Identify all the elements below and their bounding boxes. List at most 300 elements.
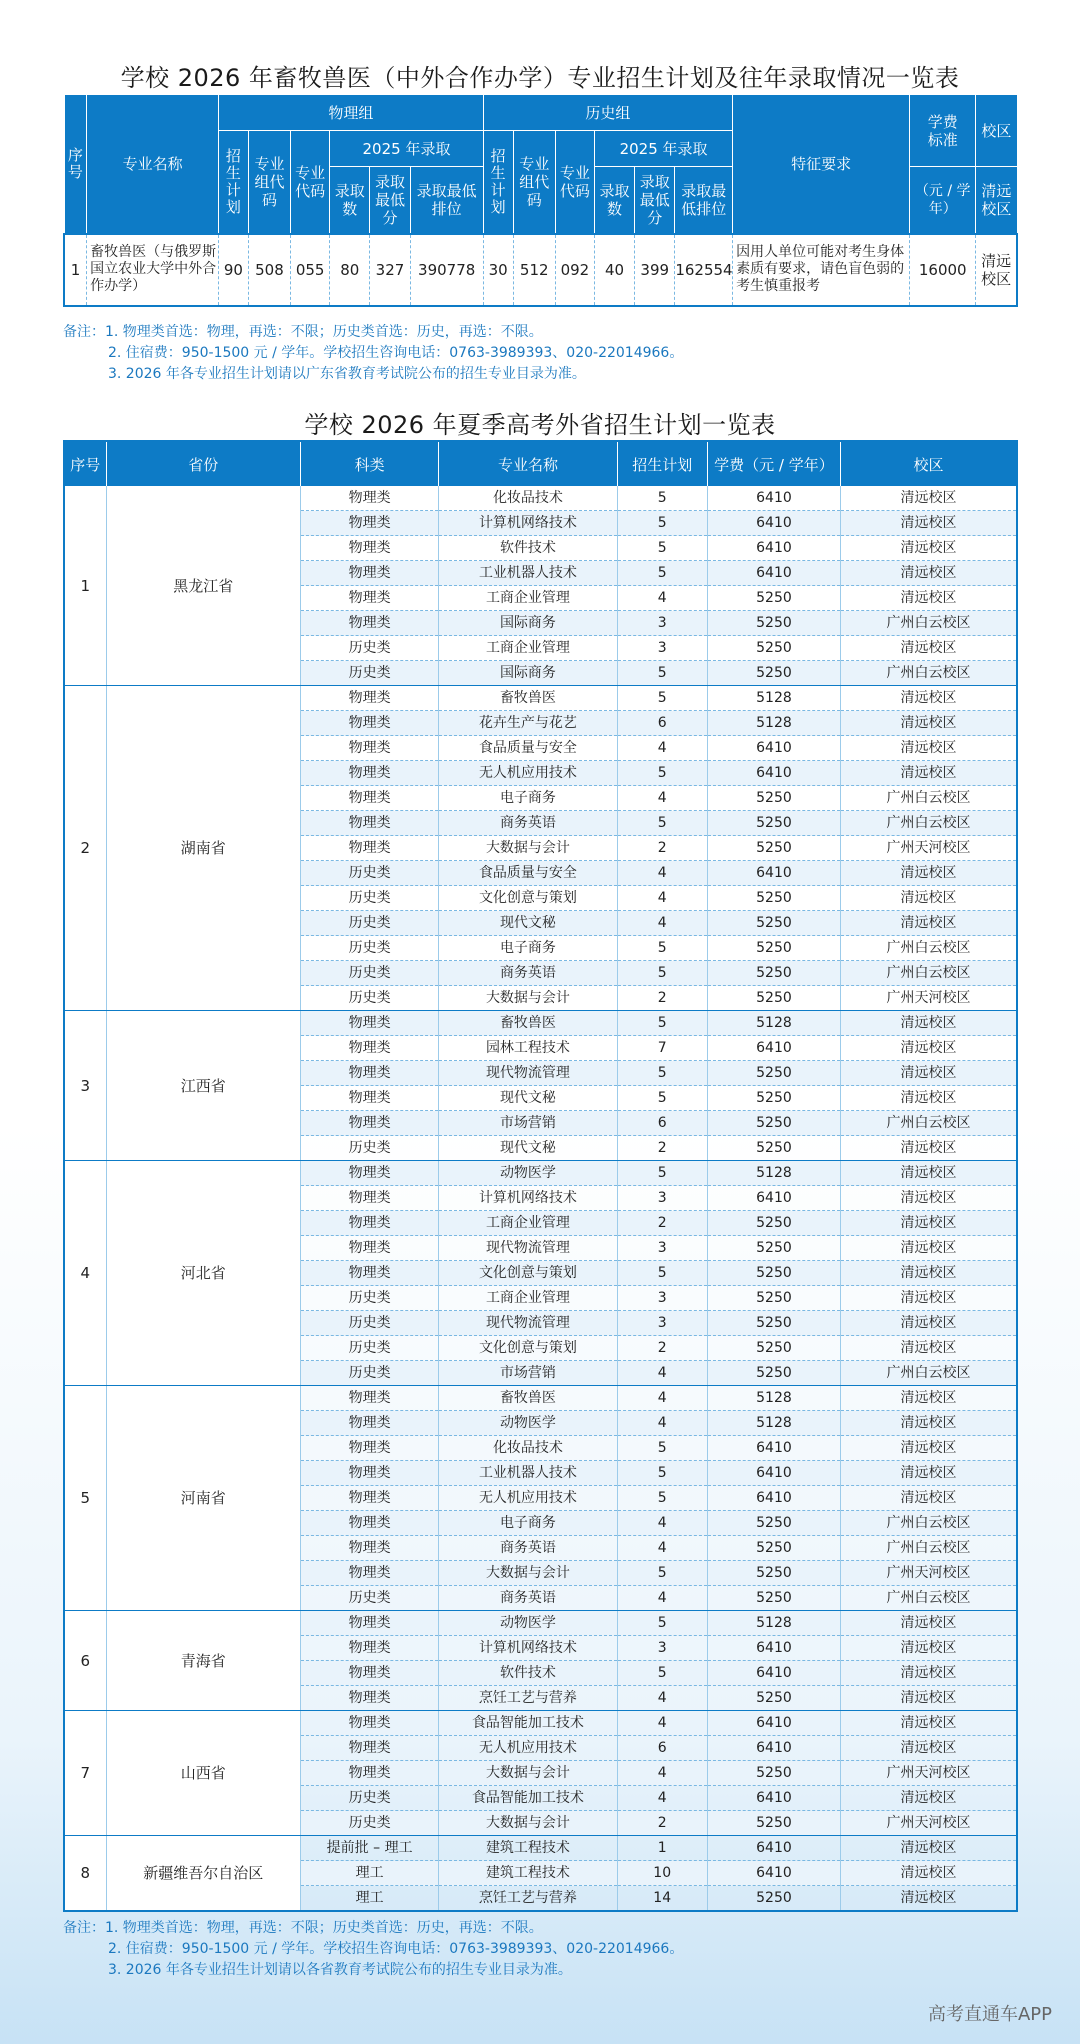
cell-fee: 5250	[707, 1236, 840, 1261]
cell-major: 现代物流管理	[439, 1061, 617, 1086]
cell-h-rank: 162554	[675, 234, 733, 306]
cell-fee: 5250	[707, 611, 840, 636]
cell-category: 历史类	[300, 886, 438, 911]
cell-category: 物理类	[300, 561, 438, 586]
cell-major: 商务英语	[439, 961, 617, 986]
cell-fee: 6410	[707, 1661, 840, 1686]
cell-fee: 6410	[707, 561, 840, 586]
cell-major: 畜牧兽医	[439, 686, 617, 711]
header-h-major-code: 专业代码	[555, 131, 594, 234]
cell-fee: 5250	[707, 636, 840, 661]
cell-h-group: 512	[513, 234, 555, 306]
cell-fee: 5250	[707, 786, 840, 811]
note-line: 备注：1. 物理类首选：物理，再选：不限；历史类首选：历史，再选：不限。	[63, 1920, 543, 1936]
cell-plan: 4	[617, 786, 707, 811]
cell-plan: 5	[617, 661, 707, 686]
note-line: 3. 2026 年各专业招生计划请以各省教育考试院公布的招生专业目录为准。	[108, 1962, 572, 1978]
cell-category: 物理类	[300, 1186, 438, 1211]
cell-fee: 6410	[707, 1486, 840, 1511]
table-row	[64, 1386, 1017, 1411]
cell-major: 烹饪工艺与营养	[439, 1686, 617, 1711]
table2-notes	[63, 1918, 683, 1981]
cell-fee: 5250	[707, 886, 840, 911]
cell-category: 物理类	[300, 1611, 438, 1636]
table1-row	[64, 234, 1017, 306]
cell-plan: 5	[617, 936, 707, 961]
cell-campus: 清远校区	[841, 911, 1017, 936]
cell-province: 新疆维吾尔自治区	[106, 1836, 300, 1912]
cell-major: 文化创意与策划	[439, 1336, 617, 1361]
cell-major: 大数据与会计	[439, 986, 617, 1011]
cell-category: 提前批 – 理工	[300, 1836, 438, 1861]
cell-category: 物理类	[300, 1436, 438, 1461]
cell-category: 物理类	[300, 1736, 438, 1761]
cell-campus: 广州天河校区	[841, 836, 1017, 861]
cell-fee: 5250	[707, 586, 840, 611]
cell-category: 历史类	[300, 961, 438, 986]
cell-province: 河北省	[106, 1161, 300, 1386]
cell-plan: 3	[617, 1286, 707, 1311]
header-p-2025: 2025 年录取	[330, 131, 484, 167]
cell-category: 物理类	[300, 786, 438, 811]
cell-fee: 6410	[707, 761, 840, 786]
cell-category: 历史类	[300, 1586, 438, 1611]
cell-plan: 5	[617, 1011, 707, 1036]
cell-plan: 4	[617, 886, 707, 911]
cell-fee: 5128	[707, 686, 840, 711]
cell-plan: 4	[617, 1511, 707, 1536]
cell-fee: 5128	[707, 1611, 840, 1636]
cell-province: 黑龙江省	[106, 486, 300, 686]
cell-fee: 6410	[707, 1711, 840, 1736]
cell-fee: 6410	[707, 1861, 840, 1886]
out-of-province-plan-table	[63, 440, 1018, 1912]
cell-category: 物理类	[300, 1686, 438, 1711]
header-province: 省份	[106, 441, 300, 486]
header-p-plan: 招生计划	[219, 131, 249, 234]
cell-campus: 清远校区	[841, 1186, 1017, 1211]
cell-major: 建筑工程技术	[439, 1836, 617, 1861]
cell-campus: 清远校区	[841, 1661, 1017, 1686]
cell-major: 电子商务	[439, 936, 617, 961]
cell-category: 物理类	[300, 536, 438, 561]
cell-campus: 清远校区	[841, 736, 1017, 761]
cell-major: 化妆品技术	[439, 486, 617, 511]
cell-plan: 5	[617, 1561, 707, 1586]
cell-campus: 广州白云校区	[841, 961, 1017, 986]
header-h-group-code: 专业组代码	[513, 131, 555, 234]
cell-plan: 3	[617, 1636, 707, 1661]
cell-fee: 5250	[707, 661, 840, 686]
note-line: 3. 2026 年各专业招生计划请以广东省教育考试院公布的招生专业目录为准。	[108, 366, 586, 382]
cell-campus: 清远校区	[841, 1736, 1017, 1761]
cell-plan: 4	[617, 1411, 707, 1436]
cell-category: 物理类	[300, 1486, 438, 1511]
cell-major: 无人机应用技术	[439, 1486, 617, 1511]
cell-category: 历史类	[300, 636, 438, 661]
cell-campus: 广州白云校区	[841, 1511, 1017, 1536]
cell-campus: 清远校区	[841, 1461, 1017, 1486]
cell-plan: 4	[617, 1711, 707, 1736]
cell-plan: 2	[617, 836, 707, 861]
cell-province: 青海省	[106, 1611, 300, 1711]
cell-h-score: 399	[635, 234, 675, 306]
cell-campus: 清远校区	[841, 686, 1017, 711]
cell-category: 物理类	[300, 736, 438, 761]
cell-major: 畜牧兽医	[439, 1386, 617, 1411]
cell-seq: 2	[64, 686, 106, 1011]
cell-major: 工商企业管理	[439, 586, 617, 611]
cell-plan: 2	[617, 1136, 707, 1161]
header-p-major-code: 专业代码	[291, 131, 330, 234]
cell-campus: 清远校区	[841, 861, 1017, 886]
cell-fee: 5250	[707, 1211, 840, 1236]
cell-category: 物理类	[300, 1086, 438, 1111]
cell-fee: 5250	[707, 1136, 840, 1161]
cell-major: 软件技术	[439, 536, 617, 561]
cell-campus: 清远校区	[841, 1611, 1017, 1636]
cell-major: 国际商务	[439, 611, 617, 636]
cell-fee: 6410	[707, 1836, 840, 1861]
cell-plan: 4	[617, 911, 707, 936]
cell-major: 大数据与会计	[439, 836, 617, 861]
header-h-2025: 2025 年录取	[594, 131, 732, 167]
cell-category: 物理类	[300, 1761, 438, 1786]
cell-major: 工业机器人技术	[439, 561, 617, 586]
cell-plan: 4	[617, 1586, 707, 1611]
cell-campus: 清远校区	[841, 1486, 1017, 1511]
header-p-group-code: 专业组代码	[248, 131, 290, 234]
cell-campus: 清远校区	[841, 586, 1017, 611]
table2-title: 学校 2026 年夏季高考外省招生计划一览表	[304, 411, 776, 439]
cell-p-plan: 90	[219, 234, 249, 306]
header-fee: 学费（元 / 学年）	[707, 441, 840, 486]
cell-category: 历史类	[300, 861, 438, 886]
cell-campus: 清远校区	[841, 1886, 1017, 1912]
cell-fee: 5250	[707, 1536, 840, 1561]
cell-major: 工商企业管理	[439, 636, 617, 661]
cell-category: 物理类	[300, 1111, 438, 1136]
cell-category: 物理类	[300, 1411, 438, 1436]
header-plan: 招生计划	[617, 441, 707, 486]
cell-campus: 清远校区	[841, 561, 1017, 586]
cell-plan: 4	[617, 1386, 707, 1411]
cell-province: 山西省	[106, 1711, 300, 1836]
cell-major: 无人机应用技术	[439, 1736, 617, 1761]
cell-plan: 5	[617, 1161, 707, 1186]
cell-plan: 5	[617, 486, 707, 511]
cell-fee: 16000	[910, 234, 976, 306]
cell-category: 物理类	[300, 1386, 438, 1411]
cell-plan: 6	[617, 711, 707, 736]
cell-fee: 6410	[707, 1461, 840, 1486]
cell-major: 动物医学	[439, 1611, 617, 1636]
header-physics-group: 物理组	[219, 95, 484, 131]
cell-category: 物理类	[300, 1661, 438, 1686]
cell-fee: 5250	[707, 1336, 840, 1361]
header-seq: 序号	[64, 441, 106, 486]
cell-campus: 清远校区	[841, 1786, 1017, 1811]
cell-campus: 清远校区	[841, 636, 1017, 661]
header-major: 专业名称	[87, 95, 219, 234]
cell-seq: 7	[64, 1711, 106, 1836]
cell-major: 商务英语	[439, 811, 617, 836]
cell-category: 物理类	[300, 1461, 438, 1486]
cell-fee: 5250	[707, 936, 840, 961]
cell-major: 软件技术	[439, 1661, 617, 1686]
cell-major: 建筑工程技术	[439, 1861, 617, 1886]
header-category: 科类	[300, 441, 438, 486]
cell-fee: 5250	[707, 1586, 840, 1611]
cell-category: 理工	[300, 1886, 438, 1912]
cell-major: 现代文秘	[439, 911, 617, 936]
cell-major: 大数据与会计	[439, 1811, 617, 1836]
cell-campus: 清远校区	[841, 1236, 1017, 1261]
cell-seq: 4	[64, 1161, 106, 1386]
cell-major: 大数据与会计	[439, 1561, 617, 1586]
cell-campus: 清远校区	[841, 1411, 1017, 1436]
cell-category: 物理类	[300, 1261, 438, 1286]
cell-campus: 广州白云校区	[841, 1536, 1017, 1561]
cell-plan: 5	[617, 1486, 707, 1511]
cell-fee: 5250	[707, 1361, 840, 1386]
cell-category: 物理类	[300, 811, 438, 836]
cell-plan: 5	[617, 1461, 707, 1486]
table-row	[64, 1836, 1017, 1861]
cell-major: 文化创意与策划	[439, 886, 617, 911]
table-row	[64, 1611, 1017, 1636]
cell-category: 物理类	[300, 1236, 438, 1261]
cell-plan: 4	[617, 586, 707, 611]
header-major: 专业名称	[439, 441, 617, 486]
cell-plan: 4	[617, 1536, 707, 1561]
cell-major: 食品智能加工技术	[439, 1711, 617, 1736]
cell-plan: 4	[617, 861, 707, 886]
cell-major: 工商企业管理	[439, 1286, 617, 1311]
table1-notes	[63, 322, 683, 385]
cell-fee: 5250	[707, 1511, 840, 1536]
cell-category: 物理类	[300, 1711, 438, 1736]
cell-campus: 清远校区	[841, 1011, 1017, 1036]
cell-province: 江西省	[106, 1011, 300, 1161]
cell-plan: 3	[617, 1311, 707, 1336]
cell-major: 化妆品技术	[439, 1436, 617, 1461]
cell-fee: 5128	[707, 1161, 840, 1186]
cell-major: 工商企业管理	[439, 1211, 617, 1236]
admission-history-table	[63, 94, 1018, 307]
header-campus: 校区	[976, 95, 1017, 167]
cell-fee: 6410	[707, 736, 840, 761]
cell-plan: 4	[617, 1761, 707, 1786]
cell-category: 物理类	[300, 1211, 438, 1236]
cell-category: 物理类	[300, 1061, 438, 1086]
cell-major: 国际商务	[439, 661, 617, 686]
cell-fee: 6410	[707, 536, 840, 561]
cell-campus: 清远校区	[841, 711, 1017, 736]
cell-category: 物理类	[300, 761, 438, 786]
cell-fee: 6410	[707, 1036, 840, 1061]
cell-plan: 2	[617, 986, 707, 1011]
cell-campus: 广州白云校区	[841, 1586, 1017, 1611]
cell-plan: 5	[617, 511, 707, 536]
cell-campus: 清远校区	[841, 1386, 1017, 1411]
cell-fee: 5250	[707, 1886, 840, 1912]
cell-campus: 清远校区	[841, 1136, 1017, 1161]
cell-campus: 清远校区	[841, 1436, 1017, 1461]
table1-title: 学校 2026 年畜牧兽医（中外合作办学）专业招生计划及往年录取情况一览表	[120, 64, 960, 92]
cell-fee: 6410	[707, 1786, 840, 1811]
header-feature: 特征要求	[733, 95, 910, 234]
cell-fee: 5128	[707, 1011, 840, 1036]
cell-category: 历史类	[300, 1136, 438, 1161]
cell-category: 物理类	[300, 711, 438, 736]
note-line: 备注：1. 物理类首选：物理，再选：不限；历史类首选：历史，再选：不限。	[63, 324, 543, 340]
cell-p-score: 327	[370, 234, 410, 306]
cell-campus: 清远校区	[841, 1636, 1017, 1661]
cell-major: 无人机应用技术	[439, 761, 617, 786]
header-h-plan: 招生计划	[483, 131, 513, 234]
cell-category: 历史类	[300, 1286, 438, 1311]
cell-major: 畜牧兽医（与俄罗斯国立农业大学中外合作办学）	[87, 234, 219, 306]
cell-campus: 清远校区	[841, 1861, 1017, 1886]
table-row	[64, 686, 1017, 711]
cell-plan: 5	[617, 1086, 707, 1111]
cell-plan: 4	[617, 1686, 707, 1711]
cell-fee: 5250	[707, 1111, 840, 1136]
cell-major: 商务英语	[439, 1536, 617, 1561]
cell-campus: 清远校区	[841, 1086, 1017, 1111]
table-row	[64, 1711, 1017, 1736]
cell-p-num: 80	[330, 234, 370, 306]
cell-major: 动物医学	[439, 1411, 617, 1436]
cell-fee: 5250	[707, 1561, 840, 1586]
cell-campus: 广州天河校区	[841, 986, 1017, 1011]
table-row	[64, 486, 1017, 511]
cell-major: 现代文秘	[439, 1086, 617, 1111]
cell-category: 物理类	[300, 1536, 438, 1561]
cell-category: 历史类	[300, 1811, 438, 1836]
cell-plan: 7	[617, 1036, 707, 1061]
cell-plan: 4	[617, 1361, 707, 1386]
cell-plan: 5	[617, 1261, 707, 1286]
cell-fee: 5250	[707, 811, 840, 836]
cell-seq: 1	[64, 486, 106, 686]
cell-campus: 清远校区	[841, 1311, 1017, 1336]
cell-plan: 10	[617, 1861, 707, 1886]
watermark: 高考直通车APP	[927, 2004, 1052, 2025]
cell-plan: 5	[617, 811, 707, 836]
cell-category: 历史类	[300, 936, 438, 961]
cell-campus: 清远校区	[841, 486, 1017, 511]
cell-plan: 3	[617, 1236, 707, 1261]
cell-campus: 广州白云校区	[841, 936, 1017, 961]
cell-major: 食品质量与安全	[439, 736, 617, 761]
cell-fee: 5250	[707, 1686, 840, 1711]
cell-major: 文化创意与策划	[439, 1261, 617, 1286]
cell-plan: 2	[617, 1811, 707, 1836]
cell-province: 河南省	[106, 1386, 300, 1611]
cell-category: 物理类	[300, 1161, 438, 1186]
cell-campus: 广州天河校区	[841, 1761, 1017, 1786]
cell-major: 计算机网络技术	[439, 1636, 617, 1661]
cell-plan: 5	[617, 686, 707, 711]
cell-major: 烹饪工艺与营养	[439, 1886, 617, 1912]
cell-category: 理工	[300, 1861, 438, 1886]
cell-major: 电子商务	[439, 1511, 617, 1536]
cell-major: 大数据与会计	[439, 1761, 617, 1786]
cell-category: 物理类	[300, 1011, 438, 1036]
cell-fee: 6410	[707, 1636, 840, 1661]
cell-campus: 清远校区	[976, 234, 1017, 306]
cell-category: 物理类	[300, 1561, 438, 1586]
cell-fee: 5250	[707, 1286, 840, 1311]
cell-category: 历史类	[300, 661, 438, 686]
cell-plan: 5	[617, 961, 707, 986]
cell-campus: 清远校区	[841, 511, 1017, 536]
cell-plan: 5	[617, 1061, 707, 1086]
cell-plan: 2	[617, 1211, 707, 1236]
header-p-min-score: 录取最低分	[370, 167, 410, 234]
cell-seq: 1	[64, 234, 87, 306]
cell-category: 历史类	[300, 1361, 438, 1386]
note-line: 2. 住宿费：950-1500 元 / 学年。学校招生咨询电话：0763-3989393、020-22014966。	[108, 345, 684, 361]
cell-fee: 5250	[707, 1761, 840, 1786]
cell-campus: 广州白云校区	[841, 811, 1017, 836]
cell-fee: 5250	[707, 986, 840, 1011]
header-campus-sub: 清远校区	[976, 167, 1017, 234]
cell-campus: 广州白云校区	[841, 611, 1017, 636]
cell-plan: 5	[617, 536, 707, 561]
cell-fee: 5128	[707, 711, 840, 736]
cell-campus: 清远校区	[841, 536, 1017, 561]
cell-seq: 5	[64, 1386, 106, 1611]
header-p-min-rank: 录取最低排位	[410, 167, 483, 234]
cell-fee: 6410	[707, 1436, 840, 1461]
cell-campus: 广州天河校区	[841, 1561, 1017, 1586]
cell-major: 园林工程技术	[439, 1036, 617, 1061]
cell-category: 物理类	[300, 586, 438, 611]
cell-fee: 6410	[707, 486, 840, 511]
cell-major: 食品质量与安全	[439, 861, 617, 886]
cell-major: 市场营销	[439, 1111, 617, 1136]
cell-major: 动物医学	[439, 1161, 617, 1186]
cell-major: 食品智能加工技术	[439, 1786, 617, 1811]
header-fee: 学费标准	[910, 95, 976, 167]
cell-campus: 广州白云校区	[841, 786, 1017, 811]
header-campus: 校区	[841, 441, 1017, 486]
cell-fee: 5128	[707, 1386, 840, 1411]
cell-feature: 因用人单位可能对考生身体素质有要求，请色盲色弱的考生慎重报考	[733, 234, 910, 306]
note-line: 2. 住宿费：950-1500 元 / 学年。学校招生咨询电话：0763-3989393、020-22014966。	[108, 1941, 684, 1957]
header-seq: 序号	[64, 95, 87, 234]
cell-category: 历史类	[300, 1786, 438, 1811]
cell-h-num: 40	[594, 234, 634, 306]
cell-campus: 清远校区	[841, 1711, 1017, 1736]
cell-seq: 3	[64, 1011, 106, 1161]
cell-major: 计算机网络技术	[439, 511, 617, 536]
cell-category: 历史类	[300, 1336, 438, 1361]
cell-p-code: 055	[291, 234, 330, 306]
cell-category: 物理类	[300, 1636, 438, 1661]
cell-category: 物理类	[300, 836, 438, 861]
cell-major: 工业机器人技术	[439, 1461, 617, 1486]
cell-campus: 清远校区	[841, 1161, 1017, 1186]
cell-fee: 5250	[707, 961, 840, 986]
cell-plan: 3	[617, 1186, 707, 1211]
cell-campus: 清远校区	[841, 1036, 1017, 1061]
header-p-admit-num: 录取数	[330, 167, 370, 234]
cell-fee: 5250	[707, 1311, 840, 1336]
